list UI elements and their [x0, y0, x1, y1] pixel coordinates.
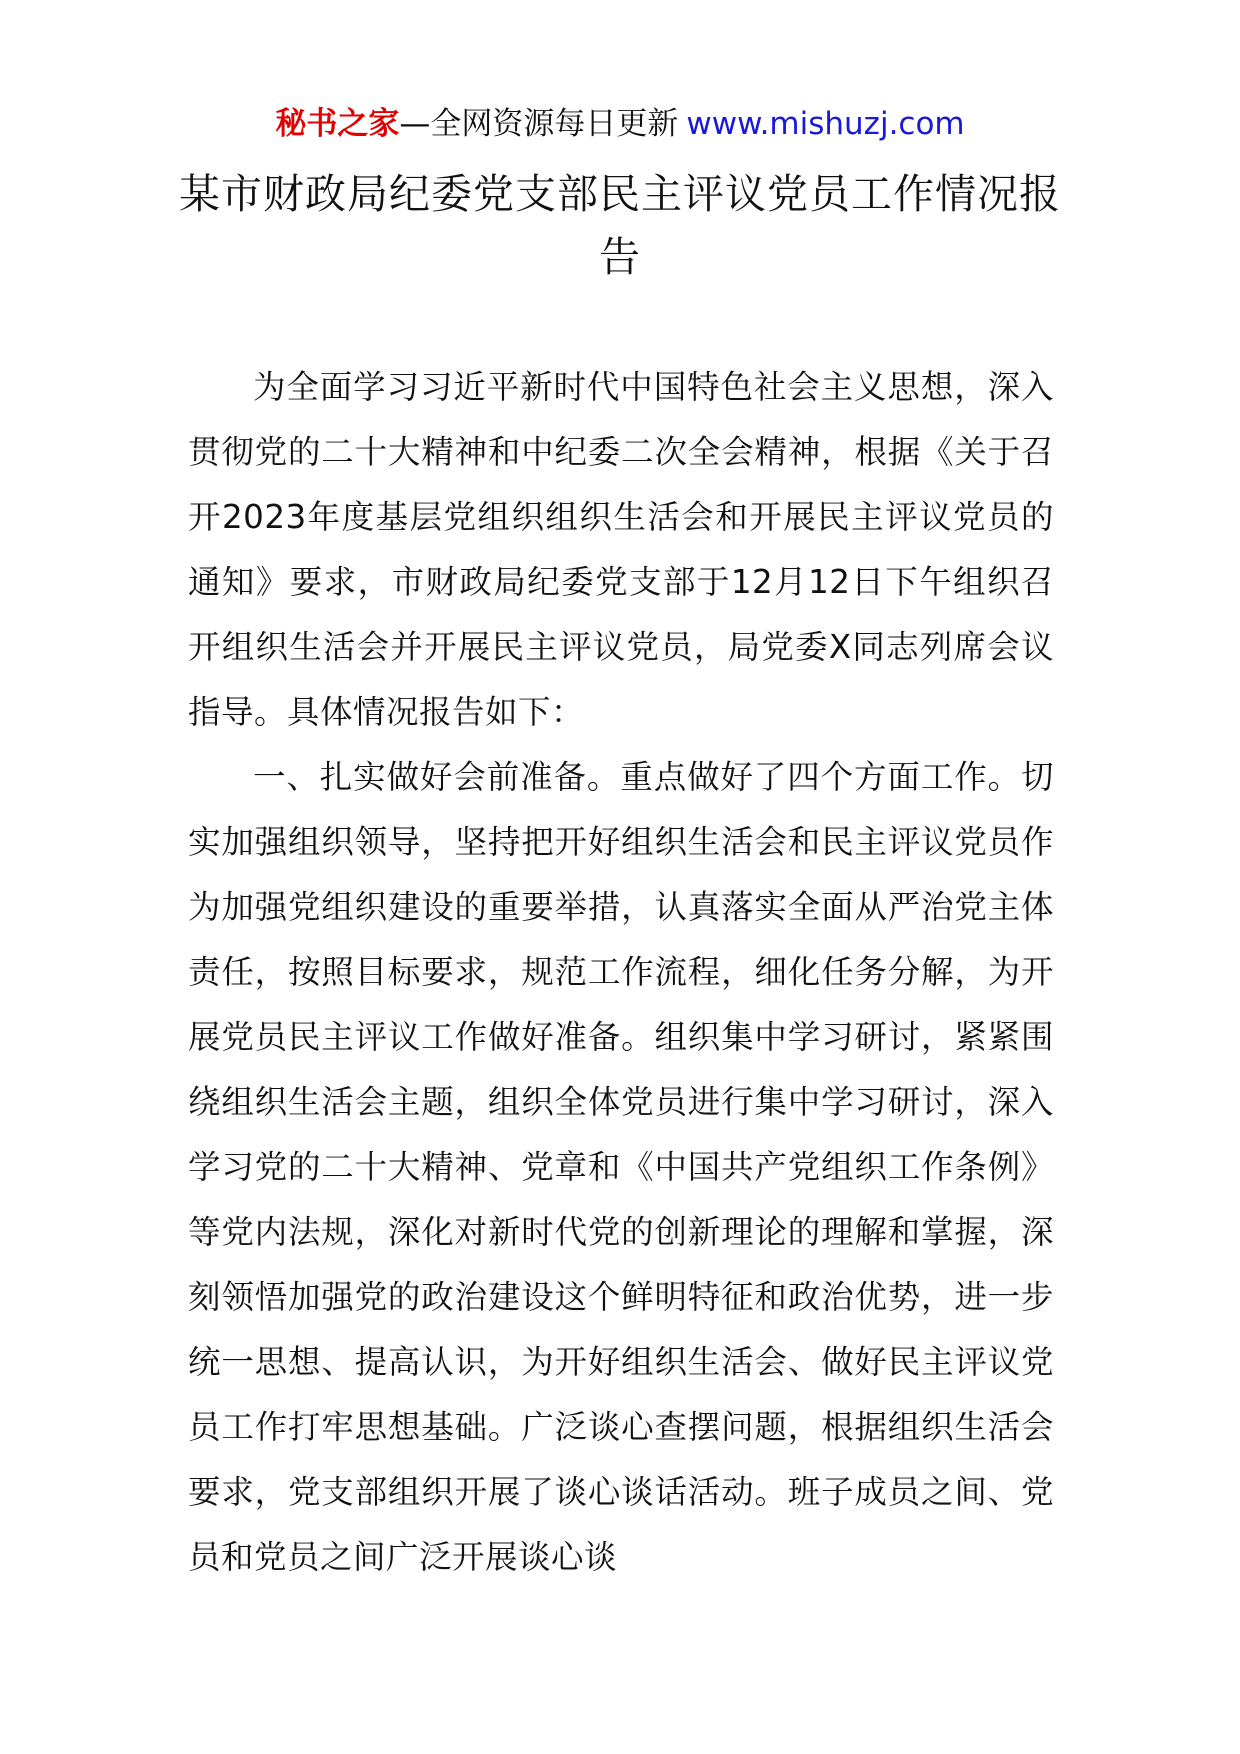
site-header [0, 98, 1240, 150]
document-body [188, 355, 1054, 1590]
brand-name: 秘书之家 [275, 106, 400, 142]
document-title: 某市财政局纪委党支部民主评议党员工作情况报告 [179, 170, 1061, 281]
site-link[interactable]: www.mishuzj.com [686, 106, 965, 142]
paragraph-intro: 为全面学习习近平新时代中国特色社会主义思想，深入贯彻党的二十大精神和中纪委二次全会精神，根据《关于召开2023年度基层党组织组织生活会和开展民主评议党员的通知》要求，市财政局纪委党支部于12月12日下午组织召开组织生活会并开展民主评议党员，局党委X同志列席会议指导。具体情况报告如下： [188, 368, 1054, 731]
paragraph-section-1: 一、扎实做好会前准备。重点做好了四个方面工作。切实加强组织领导，坚持把开好组织生活会和民主评议党员作为加强党组织建设的重要举措，认真落实全面从严治党主体责任，按照目标要求，规范工作流程，细化任务分解，为开展党员民主评议工作做好准备。组织集中学习研讨，紧紧围绕组织生活会主题，组织全体党员进行集中学习研讨，深入学习党的二十大精神、党章和《中国共产党组织工作条例》等党内法规，深化对新时代党的创新理论的理解和掌握，深刻领悟加强党的政治建设这个鲜明特征和政治优势，进一步统一思想、提高认识，为开好组织生活会、做好民主评议党员工作打牢思想基础。广泛谈心查摆问题，根据组织生活会要求，党支部组织开展了谈心谈话活动。班子成员之间、党员和党员之间广泛开展谈心谈 [188, 758, 1054, 1576]
header-slogan: —全网资源每日更新 [399, 106, 679, 142]
